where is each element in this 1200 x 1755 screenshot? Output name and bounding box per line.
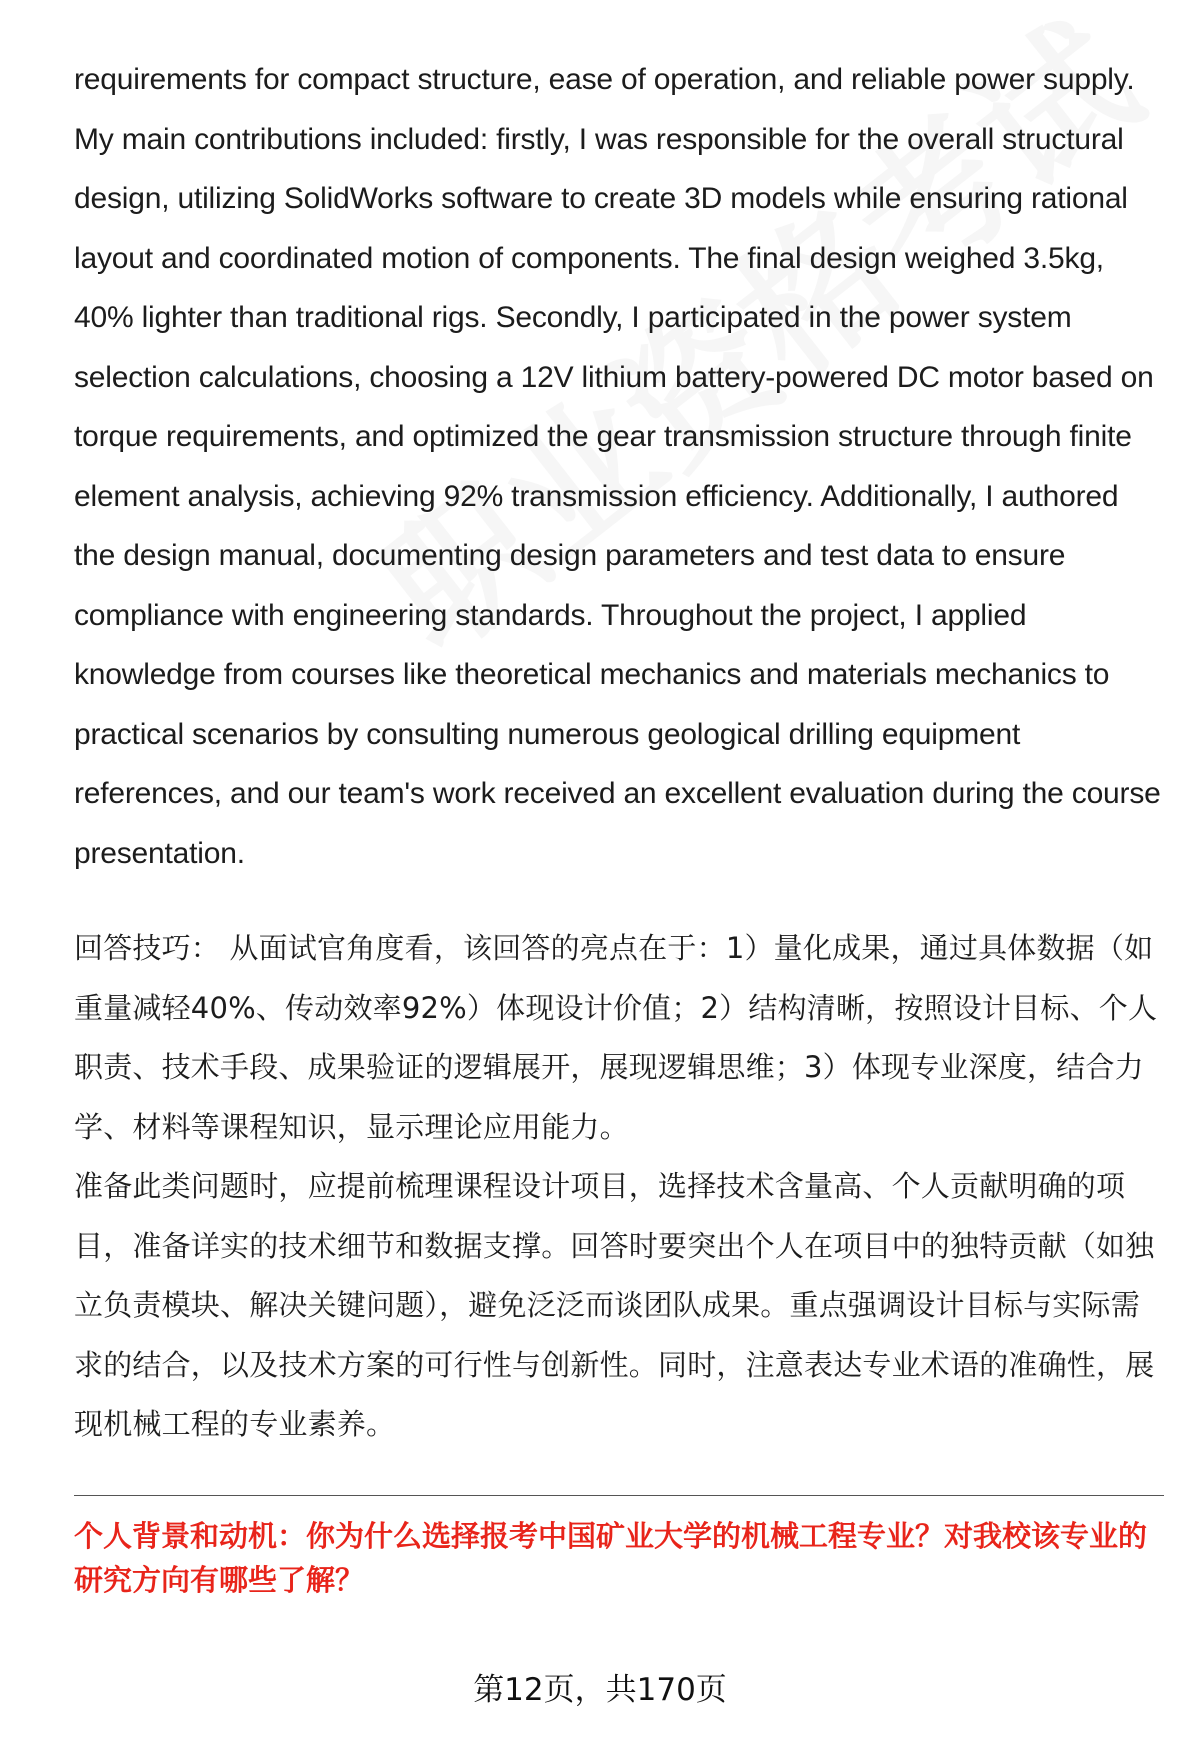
answer-tips-section xyxy=(74,919,1164,1455)
answer-paragraph: requirements for compact structure, ease of operation, and reliable power supply. My main contributions included: firstly, I was responsible for the overall structural design, utilizing SolidWorks software to create 3D models while ensuring rational layout and coordinated motion of components. The final design weighed 3.5kg, 40% lighter than traditional rigs. Secondly, I participated in the power system selection calculations, choosing a 12V lithium battery-powered DC motor based on torque requirements, and optimized the gear transmission structure through finite element analysis, achieving 92% transmission efficiency. Additionally, I authored the design manual, documenting design parameters and test data to ensure compliance with engineering standards. Throughout the project, I applied knowledge from courses like theoretical mechanics and materials mechanics to practical scenarios by consulting numerous geological drilling equipment references, and our team's work received an excellent evaluation during the course presentation. xyxy=(74,63,1161,870)
document-page xyxy=(74,50,1164,1602)
next-question-heading: 个人背景和动机：你为什么选择报考中国矿业大学的机械工程专业？对我校该专业的研究方向有哪些了解？ xyxy=(74,1518,1148,1597)
tips-paragraph-1: 回答技巧： 从面试官角度看，该回答的亮点在于：1）量化成果，通过具体数据（如重量减轻40%、传动效率92%）体现设计价值；2）结构清晰，按照设计目标、个人职责、技术手段、成果验证的逻辑展开，展现逻辑思维；3）体现专业深度，结合力学、材料等课程知识，显示理论应用能力。 xyxy=(74,931,1158,1144)
section-divider xyxy=(74,1495,1164,1496)
tips-paragraph-2: 准备此类问题时，应提前梳理课程设计项目，选择技术含量高、个人贡献明确的项目，准备详实的技术细节和数据支撑。回答时要突出个人在项目中的独特贡献（如独立负责模块、解决关键问题），避免泛泛而谈团队成果。重点强调设计目标与实际需求的结合，以及技术方案的可行性与创新性。同时，注意表达专业术语的准确性，展现机械工程的专业素养。 xyxy=(74,1169,1155,1441)
page-number: 第12页，共170页 xyxy=(473,1672,727,1708)
